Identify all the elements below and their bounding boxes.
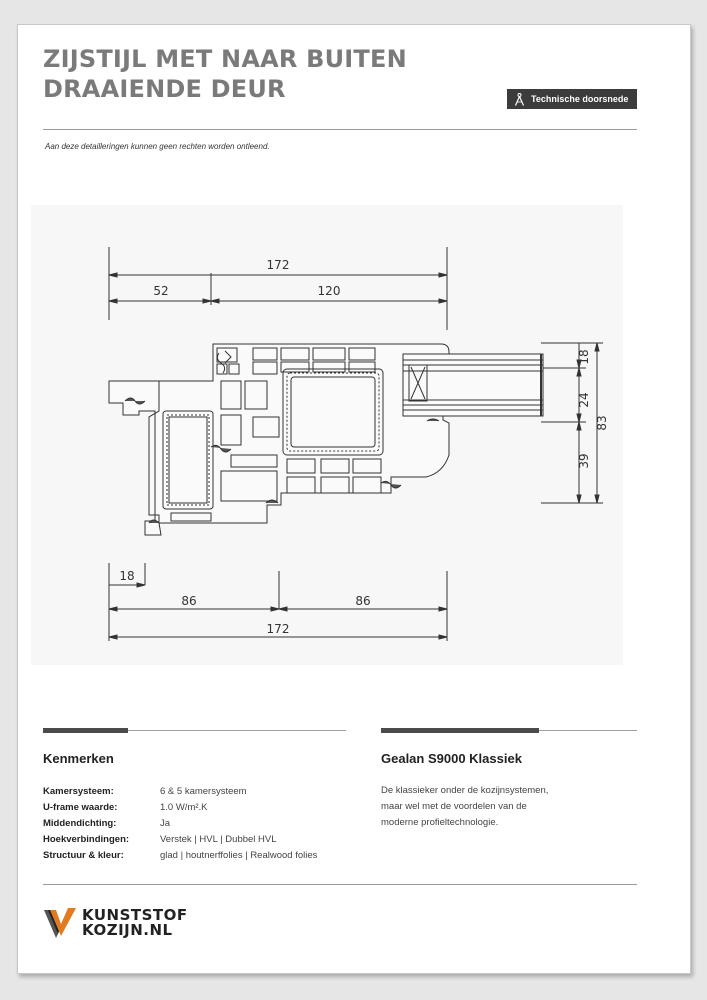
section-bar-right: [381, 728, 539, 733]
bottom-dimensions: [109, 563, 447, 641]
dim-top-right: 120: [317, 284, 341, 298]
dim-right-3: 39: [577, 453, 591, 469]
product-description: [381, 783, 621, 831]
disclaimer-text: Aan deze detailleringen kunnen geen rechten worden ontleend.: [45, 142, 270, 151]
dim-bottom-total: 172: [266, 622, 290, 636]
page-title: [43, 44, 463, 104]
spec-value: 1.0 W/m².K: [160, 801, 208, 813]
title-line-1: ZIJSTIJL MET NAAR BUITEN: [43, 45, 407, 73]
dim-top-total: 172: [266, 258, 290, 272]
right-dimensions: [541, 343, 609, 503]
spec-value: 6 & 5 kamersysteem: [160, 785, 247, 797]
spec-label: Structuur & kleur:: [43, 849, 124, 861]
profile-section: [109, 344, 543, 535]
kenmerken-heading: Kenmerken: [43, 751, 114, 766]
badge-label: Technische doorsnede: [531, 94, 629, 104]
dim-right-2: 24: [577, 392, 591, 408]
section-rule-left: [128, 730, 346, 731]
dim-bottom-small: 18: [119, 569, 135, 583]
section-bar-left: [43, 728, 128, 733]
spec-row: [43, 783, 363, 799]
spec-row: [43, 847, 363, 863]
dim-right-1: 18: [577, 349, 591, 365]
spec-row: [43, 799, 363, 815]
spec-value: glad | houtnerffolies | Realwood folies: [160, 849, 318, 861]
top-dimensions: [109, 247, 447, 330]
section-rule-right: [539, 730, 637, 731]
brand-logo[interactable]: [44, 908, 188, 938]
spec-label: Hoekverbindingen:: [43, 833, 130, 845]
spec-label: U-frame waarde:: [43, 801, 118, 813]
spec-label: Kamersysteem:: [43, 785, 114, 797]
dim-top-left: 52: [153, 284, 169, 298]
spec-value: Verstek | HVL | Dubbel HVL: [160, 833, 277, 845]
spec-value: Ja: [160, 817, 171, 829]
product-heading: Gealan S9000 Klassiek: [381, 751, 522, 766]
dim-bottom-right: 86: [355, 594, 371, 608]
technical-drawing: [31, 205, 623, 665]
logo-text: [82, 908, 188, 938]
description-line: maar wel met de voordelen van de: [381, 801, 527, 812]
logo-line-2: KOZIJN.NL: [82, 921, 173, 939]
logo-line-1: KUNSTSTOF: [82, 906, 188, 924]
title-line-2: DRAAIENDE DEUR: [43, 75, 286, 103]
section-badge: [507, 89, 637, 109]
specs-list: [43, 783, 363, 863]
description-line: De klassieker onder de kozijnsystemen,: [381, 785, 549, 796]
header-divider: [43, 129, 637, 130]
logo-mark-icon: [44, 908, 78, 938]
spec-row: [43, 831, 363, 847]
footer-divider: [43, 884, 637, 885]
spec-row: [43, 815, 363, 831]
description-line: moderne profieltechnologie.: [381, 817, 499, 828]
compass-icon: [514, 93, 525, 106]
dim-bottom-left: 86: [181, 594, 197, 608]
dim-right-total: 83: [595, 415, 609, 431]
spec-label: Middendichting:: [43, 817, 117, 829]
